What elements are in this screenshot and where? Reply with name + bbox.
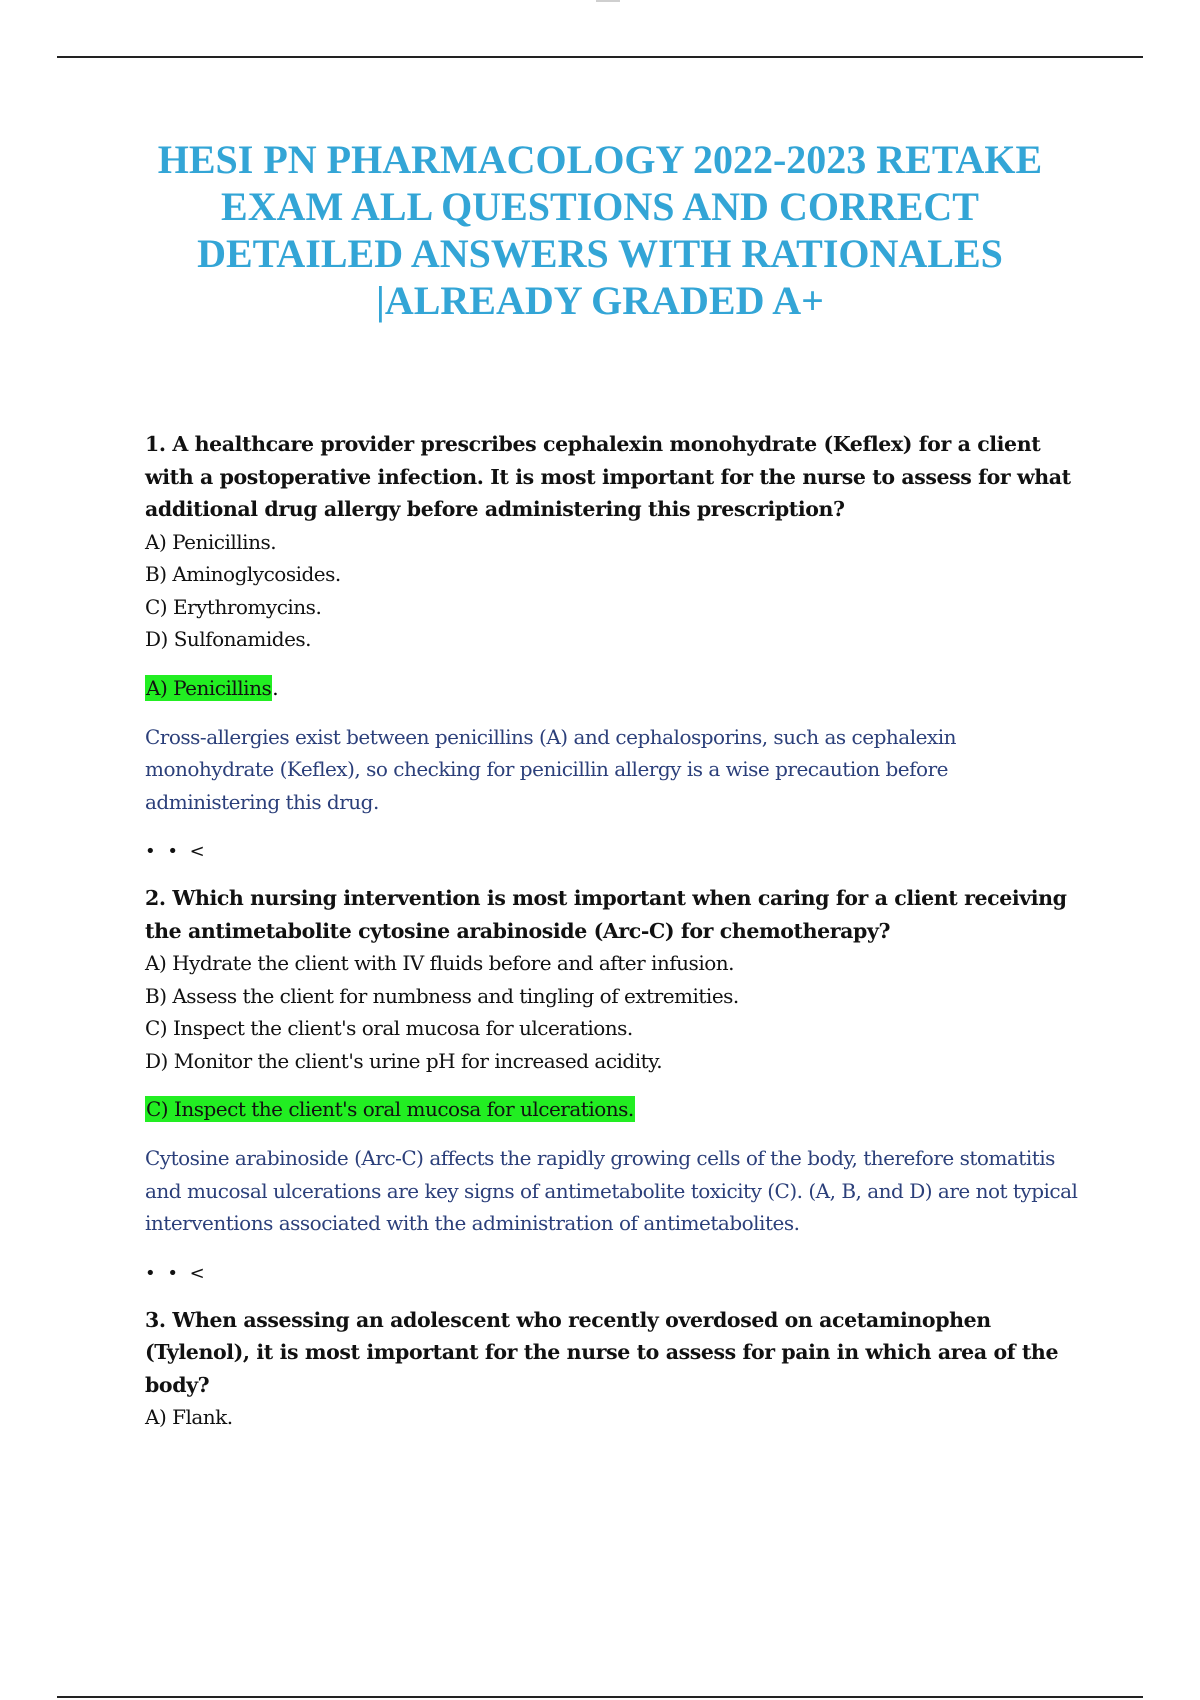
option-item: D) Monitor the client's urine pH for increased acidity.: [145, 1048, 663, 1073]
question-list: [145, 428, 1080, 1434]
correct-answer-highlight: C) Inspect the client's oral mucosa for ulcerations.: [146, 1097, 634, 1121]
option-item: D) Sulfonamides.: [145, 627, 312, 651]
answer-line: [145, 1077, 1080, 1122]
option-item: A) Penicillins.: [145, 529, 277, 554]
question-separator: • • <: [145, 841, 208, 862]
title-line: HESI PN PHARMACOLOGY 2022-2023 RETAKE: [157, 137, 1043, 182]
footer-rule: [57, 1696, 1143, 1698]
option-item: B) Assess the client for numbness and tingling of extremities.: [145, 983, 739, 1008]
answer-line: [145, 656, 1080, 701]
question-text: 1. A healthcare provider prescribes cephalexin monohydrate (Keflex) for a client with a postoperative infection. It is most important for the nurse to assess for what additional drug allergy before administering this prescription?: [145, 432, 1071, 521]
question-text: 3. When assessing an adolescent who recently overdosed on acetaminophen (Tylenol), it is most important for the nurse to assess for pain in which area of the body?: [145, 1307, 1059, 1397]
correct-answer-highlight: A) Penicillins: [146, 675, 272, 700]
question-text: 2. Which nursing intervention is most important when caring for a client receiving the antimetabolite cytosine arabinoside (Arc-C) for chemotherapy?: [145, 886, 1067, 943]
option-list: [145, 526, 1080, 656]
header-rule: [57, 56, 1143, 58]
title-line: DETAILED ANSWERS WITH RATIONALES: [197, 231, 1003, 276]
option-item: B) Aminoglycosides.: [145, 562, 341, 586]
title-line: EXAM ALL QUESTIONS AND CORRECT: [221, 184, 979, 229]
question-block-3: [145, 1304, 1080, 1434]
option-item: A) Hydrate the client with IV fluids before and after infusion.: [145, 951, 734, 975]
option-item: A) Flank.: [145, 1405, 233, 1429]
page-header-mark: [596, 0, 620, 2]
option-item: C) Erythromycins.: [145, 594, 322, 619]
rationale-text: Cross-allergies exist between penicillins (A) and cephalosporins, such as cephalexin monohydrate (Keflex), so checking for penicillin allergy is a wise precaution before administering this drug.: [145, 724, 956, 814]
option-list: [145, 1401, 1080, 1434]
question-block-2: [145, 882, 1080, 1286]
option-list: [145, 947, 1080, 1077]
title-line: |ALREADY GRADED A+: [376, 278, 824, 323]
answer-tail: .: [272, 675, 279, 700]
question-separator: • • <: [145, 1262, 208, 1284]
rationale-text: Cytosine arabinoside (Arc-C) affects the rapidly growing cells of the body, therefore stomatitis and mucosal ulcerations are key signs of antimetabolite toxicity (C). (A, B, and D) are not typical interventions associated with the administration of antimetabolites.: [145, 1146, 1078, 1235]
question-block-1: [145, 428, 1080, 864]
document-title: [100, 136, 1100, 324]
option-item: C) Inspect the client's oral mucosa for ulcerations.: [145, 1016, 633, 1040]
